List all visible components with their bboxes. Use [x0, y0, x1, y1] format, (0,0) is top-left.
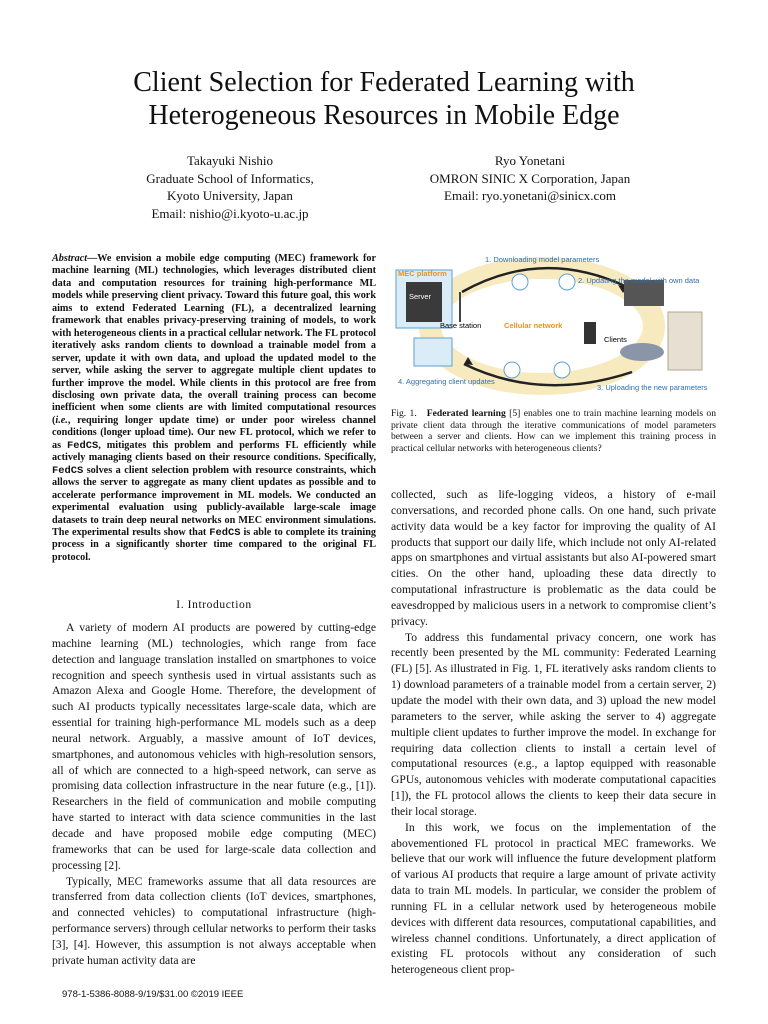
paragraph: collected, such as life-logging videos, a history of e-mail conversations, and recorded phone calls. On one hand, such private activity data would be a key factor for improving the quality of AI products that support our daily life, which include not only AI-related apps on smartphones and virtual assistants but also AI-powered smart cities. On the other hand, uploading these data directly to computational infrastructure is problematic as the data could be eavesdropped by malicious users in a network to compromise client’s privacy.: [391, 488, 716, 628]
fedcs-term: FedCS: [52, 464, 84, 477]
step-2-label: 2. Updating the model with own data: [578, 276, 700, 285]
model-icon: [512, 274, 528, 290]
abstract-text: is able to complete its training process in a significantly shorter time compared to the original FL protocol.: [52, 526, 376, 563]
step-3-label: 3. Uploading the new parameters: [597, 383, 708, 392]
author-affiliation: Graduate School of Informatics,: [146, 170, 314, 186]
right-column-body: [391, 487, 716, 978]
left-column-body: [52, 620, 376, 969]
model-icon: [559, 274, 575, 290]
caption-label: Fig. 1.: [391, 408, 417, 419]
author-affiliation: OMRON SINIC X Corporation, Japan: [429, 170, 631, 186]
clients-label: Clients: [604, 335, 627, 344]
abstract-italic: i.e.: [55, 414, 68, 426]
author-affiliation: Kyoto University, Japan: [167, 188, 293, 204]
author-name: Takayuki Nishio: [186, 153, 274, 168]
abstract-text: solves a client selection problem with resource constraints, which allows the server to aggregate as many client updates as possible and to accelerate performance improvement in ML models. We conducted an experimental evaluation using publicly-available large-scale image datasets to train deep neural networks on MEC environment simulations. The experimental results show that: [52, 464, 376, 538]
section-heading: I. Introduction: [176, 599, 252, 611]
step-1-label: 1. Downloading model parameters: [485, 255, 600, 264]
step-4-label: 4. Aggregating client updates: [398, 377, 495, 386]
caption-bold: Federated learning: [426, 408, 506, 419]
caption-text: [5] enables one to train machine learning models on private client data through the iterative communications of model parameters between a server and clients. How can we implement this training process in practical cellular networks with heterogeneous clients?: [391, 408, 717, 454]
copyright-footer: 978-1-5386-8088-9/19/$31.00 ©2019 IEEE: [62, 989, 244, 1000]
figure-1: [392, 252, 722, 402]
author-block-1: [100, 152, 360, 222]
paragraph: Typically, MEC frameworks assume that all data resources are transferred from data collection clients (IoT devices, smartphones, and connected vehicles) to computational infrastructure (high-performance servers) through cellular networks to perform their tasks [3], [4]. However, this assumption is not always acceptable when private human activity data are: [52, 874, 376, 967]
client-data-icon: [668, 312, 702, 370]
abstract-text: , requiring longer update time) or under poor wireless channel conditions (longer upload time). Our new FL protocol, which we refer to as: [52, 414, 376, 451]
cellular-network-label: Cellular network: [504, 321, 563, 330]
fedcs-term: FedCS: [209, 526, 241, 539]
federated-learning-diagram: [392, 252, 722, 402]
author-block-2: [400, 152, 660, 205]
aggregation-box: [414, 338, 452, 366]
server-icon: [406, 282, 442, 322]
paragraph: To address this fundamental privacy concern, one work has recently been presented by the ML community: Federated Learning (FL) [5]. As illustrated in Fig. 1, FL iteratively asks random clients to 1) download parameters of a trainable model from a certain server, 2) update the model with their own data, and 3) upload the new model parameters to the server, while asking the server to 4) aggregate multiple client updates to further improve the model. In exchange for requiring data collection clients to install a certain level of computational resources (e.g., a laptop equipped with reasonable GPUs, autonomous vehicles with moderate computational capacities [1]), the FL protocol allows the clients to keep their data secure in their local storage.: [391, 630, 716, 818]
author-email: Email: nishio@i.kyoto-u.ac.jp: [151, 205, 309, 221]
mec-platform-label: MEC platform: [398, 269, 447, 278]
author-email: Email: ryo.yonetani@sinicx.com: [444, 188, 616, 204]
car-icon: [620, 343, 664, 361]
abstract-text: , mitigates this problem and performs FL efficiently while actively managing clients based on their resource conditions. Specifically,: [52, 439, 376, 464]
fedcs-term: FedCS: [67, 439, 99, 452]
abstract: [52, 253, 376, 564]
abstract-text: —We envision a mobile edge computing (MEC) framework for machine learning (ML) technologies, which leverages distributed client data and computation resources for training high-performance ML models while preserving client privacy. Toward this future goal, this work aims to extend Federated Learning (FL), a decentralized learning framework that enables privacy-preserving training of models, to work with heterogeneous clients in a practical cellular network. The FL protocol iteratively asks random clients to download a trainable model from a server, update it with own data, and upload the updated model to the server, while asking the server to aggregate multiple client updates to further improve the model. While clients in this protocol are free from disclosing own private data, the overall training process can become inefficient when some clients are with limited computational resources (: [52, 253, 376, 426]
base-station-label: Base station: [440, 321, 482, 330]
paragraph: A variety of modern AI products are powered by cutting-edge machine learning (ML) technologies, which range from face detection and language translation installed on smartphones to voice recognition and speech synthesis used in virtual assistants such as Amazon Alexa and Google Home. Therefore, the development of such AI products typically necessitates large-scale data, which are essential for training high-performance ML models such as a deep neural network. Arguably, a massive amount of IoT devices, smartphones, and autonomous vehicles with high-resolution sensors, all of which are connected to a high-speed network, can serve as promising data collection infrastructure in the near future (e.g., [1]). Researchers in the field of communication and mobile computing have started to interact with data science communities in the last decade and have proposed mobile edge computing (MEC) frameworks that can be used for large-scale data collection and processing [2].: [52, 621, 376, 872]
paragraph: In this work, we focus on the implementation of the abovementioned FL protocol in practical MEC frameworks. We believe that our work will influence the future development platform of various AI products that require a large amount of private activity data to train ML models. In particular, we consider the problem of running FL in a cellular network used by heterogeneous mobile devices with different data resources, computational capabilities, and wireless channel conditions. Unfortunately, a direct application of existing FL protocols without any consideration of such heterogeneous client prop-: [391, 820, 716, 977]
phone-icon: [584, 322, 596, 344]
figure-caption: [391, 408, 716, 454]
paper-title: Client Selection for Federated Learning with Heterogeneous Resources in Mobile Edge: [133, 67, 635, 131]
model-icon: [504, 362, 520, 378]
author-name: Ryo Yonetani: [494, 153, 566, 168]
abstract-lead: Abstract: [52, 253, 88, 264]
server-label: Server: [409, 292, 432, 301]
model-icon: [554, 362, 570, 378]
